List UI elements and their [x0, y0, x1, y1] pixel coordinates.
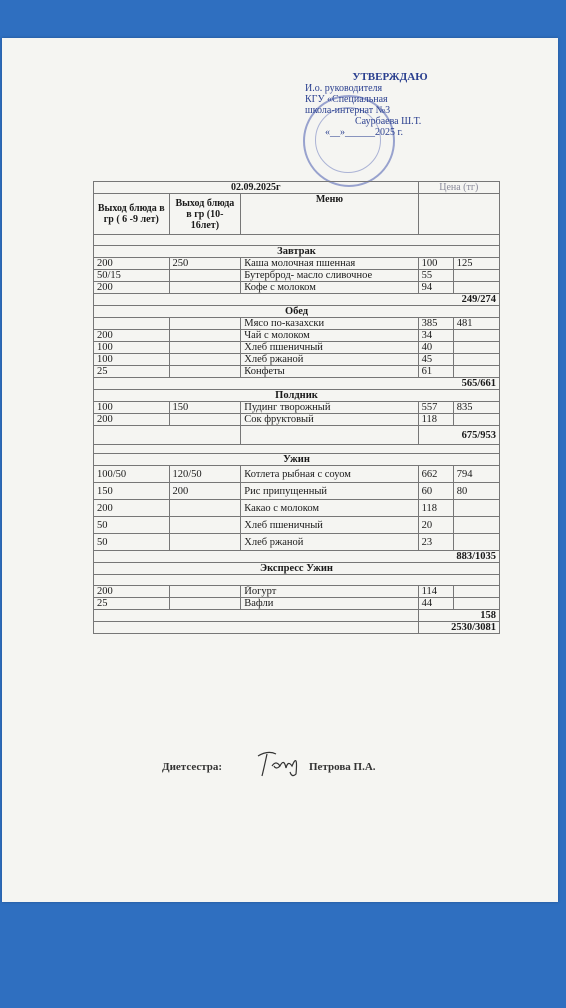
price-big: [453, 534, 499, 551]
col-menu: Меню: [241, 194, 418, 235]
price-small: 40: [418, 342, 453, 354]
dish-name: Хлеб пшеничный: [241, 342, 418, 354]
col-output-small: Выход блюда в гр ( 6 -9 лет): [94, 194, 170, 235]
table-row: [94, 402, 500, 414]
price-small: 94: [418, 282, 453, 294]
approval-name: Саурбаева Ш.Т.: [355, 116, 422, 127]
price-big: [453, 414, 499, 426]
portion-big: 200: [169, 483, 241, 500]
portion-small: 50: [94, 517, 170, 534]
price-small: 20: [418, 517, 453, 534]
portion-small: 25: [94, 598, 170, 610]
portion-big: [169, 586, 241, 598]
table-row: [94, 330, 500, 342]
dish-name: Вафли: [241, 598, 418, 610]
portion-big: [169, 414, 241, 426]
portion-small: 100/50: [94, 466, 170, 483]
dish-name: Йогурт: [241, 586, 418, 598]
approval-title: УТВЕРЖДАЮ: [352, 71, 428, 83]
portion-big: [169, 318, 241, 330]
portion-big: [169, 500, 241, 517]
table-row: [94, 500, 500, 517]
portion-small: [94, 318, 170, 330]
price-big: 835: [453, 402, 499, 414]
signature-name: Петрова П.А.: [309, 761, 376, 773]
price-small: 60: [418, 483, 453, 500]
price-small: 118: [418, 414, 453, 426]
express-rows: [94, 586, 500, 610]
price-big: [453, 342, 499, 354]
portion-big: [169, 270, 241, 282]
dish-name: Конфеты: [241, 366, 418, 378]
portion-small: 200: [94, 282, 170, 294]
section-dinner: Ужин: [94, 454, 500, 466]
price-small: 118: [418, 500, 453, 517]
table-row: [94, 586, 500, 598]
section-breakfast: Завтрак: [94, 246, 500, 258]
price-big: [453, 598, 499, 610]
portion-small: 200: [94, 586, 170, 598]
price-small: 61: [418, 366, 453, 378]
portion-big: [169, 330, 241, 342]
price-small: 55: [418, 270, 453, 282]
grand-total: 2530/3081: [418, 622, 499, 634]
breakfast-rows: [94, 258, 500, 294]
price-big: [453, 500, 499, 517]
table-row: [94, 517, 500, 534]
portion-small: 200: [94, 258, 170, 270]
dish-name: Хлеб ржаной: [241, 534, 418, 551]
price-big: [453, 282, 499, 294]
price-small: 45: [418, 354, 453, 366]
approval-position: И.о. руководителя: [305, 83, 383, 94]
table-row: [94, 466, 500, 483]
dish-name: Сок фруктовый: [241, 414, 418, 426]
price-small: 557: [418, 402, 453, 414]
price-header: Цена (тг): [418, 182, 499, 194]
portion-big: [169, 354, 241, 366]
table-row: [94, 534, 500, 551]
dish-name: Рис припущенный: [241, 483, 418, 500]
express-total: 158: [418, 610, 499, 622]
table-row: [94, 342, 500, 354]
approval-date: «__»______2025 г.: [325, 127, 403, 138]
portion-big: 150: [169, 402, 241, 414]
breakfast-total: 249/274: [453, 294, 499, 306]
table-row: [94, 354, 500, 366]
table-row: [94, 483, 500, 500]
dish-name: Какао с молоком: [241, 500, 418, 517]
price-big: [453, 366, 499, 378]
dish-name: Бутерброд- масло сливочное: [241, 270, 418, 282]
portion-big: [169, 598, 241, 610]
portion-big: [169, 366, 241, 378]
portion-small: 200: [94, 414, 170, 426]
portion-big: 250: [169, 258, 241, 270]
section-lunch: Обед: [94, 306, 500, 318]
portion-big: [169, 282, 241, 294]
dish-name: Каша молочная пшенная: [241, 258, 418, 270]
dish-name: Чай с молоком: [241, 330, 418, 342]
price-big: 794: [453, 466, 499, 483]
portion-big: [169, 534, 241, 551]
dish-name: Мясо по-казахски: [241, 318, 418, 330]
portion-big: [169, 517, 241, 534]
price-big: [453, 586, 499, 598]
portion-small: 200: [94, 330, 170, 342]
menu-table: [93, 181, 500, 634]
menu-date: 02.09.2025г: [94, 182, 419, 194]
approval-org2: школа-интернат №3: [305, 105, 391, 116]
portion-small: 100: [94, 342, 170, 354]
price-small: 44: [418, 598, 453, 610]
price-big: 80: [453, 483, 499, 500]
dinner-rows: [94, 466, 500, 551]
price-big: [453, 330, 499, 342]
portion-big: 120/50: [169, 466, 241, 483]
table-row: [94, 366, 500, 378]
table-row: [94, 282, 500, 294]
price-small: 662: [418, 466, 453, 483]
dish-name: Котлета рыбная с соуом: [241, 466, 418, 483]
approval-org: КГУ «Специальная: [305, 94, 388, 105]
portion-small: 100: [94, 354, 170, 366]
dish-name: Пудинг творожный: [241, 402, 418, 414]
price-big: 125: [453, 258, 499, 270]
table-row: [94, 270, 500, 282]
portion-small: 200: [94, 500, 170, 517]
section-snack: Полдник: [94, 390, 500, 402]
snack-rows: [94, 402, 500, 426]
col-output-big: Выход блюда в гр (10-16лет): [169, 194, 241, 235]
table-row: [94, 318, 500, 330]
price-small: 114: [418, 586, 453, 598]
price-big: [453, 517, 499, 534]
portion-small: 50: [94, 534, 170, 551]
approval-block: [305, 72, 475, 138]
lunch-rows: [94, 318, 500, 378]
price-big: [453, 354, 499, 366]
table-row: [94, 414, 500, 426]
portion-small: 100: [94, 402, 170, 414]
lunch-total: 565/661: [453, 378, 499, 390]
price-small: 23: [418, 534, 453, 551]
portion-small: 50/15: [94, 270, 170, 282]
dinner-total: 883/1035: [453, 551, 499, 563]
section-express: Экспресс Ужин: [94, 563, 500, 575]
signature-label: Диетсестра:: [162, 761, 223, 773]
price-small: 34: [418, 330, 453, 342]
price-big: [453, 270, 499, 282]
table-row: [94, 598, 500, 610]
price-small: 100: [418, 258, 453, 270]
portion-big: [169, 342, 241, 354]
price-small: 385: [418, 318, 453, 330]
snack-total: 675/953: [418, 426, 499, 445]
price-big: 481: [453, 318, 499, 330]
portion-small: 150: [94, 483, 170, 500]
table-row: [94, 258, 500, 270]
handwritten-signature: [254, 748, 304, 780]
dish-name: Хлеб пшеничный: [241, 517, 418, 534]
dish-name: Кофе с молоком: [241, 282, 418, 294]
dish-name: Хлеб ржаной: [241, 354, 418, 366]
portion-small: 25: [94, 366, 170, 378]
